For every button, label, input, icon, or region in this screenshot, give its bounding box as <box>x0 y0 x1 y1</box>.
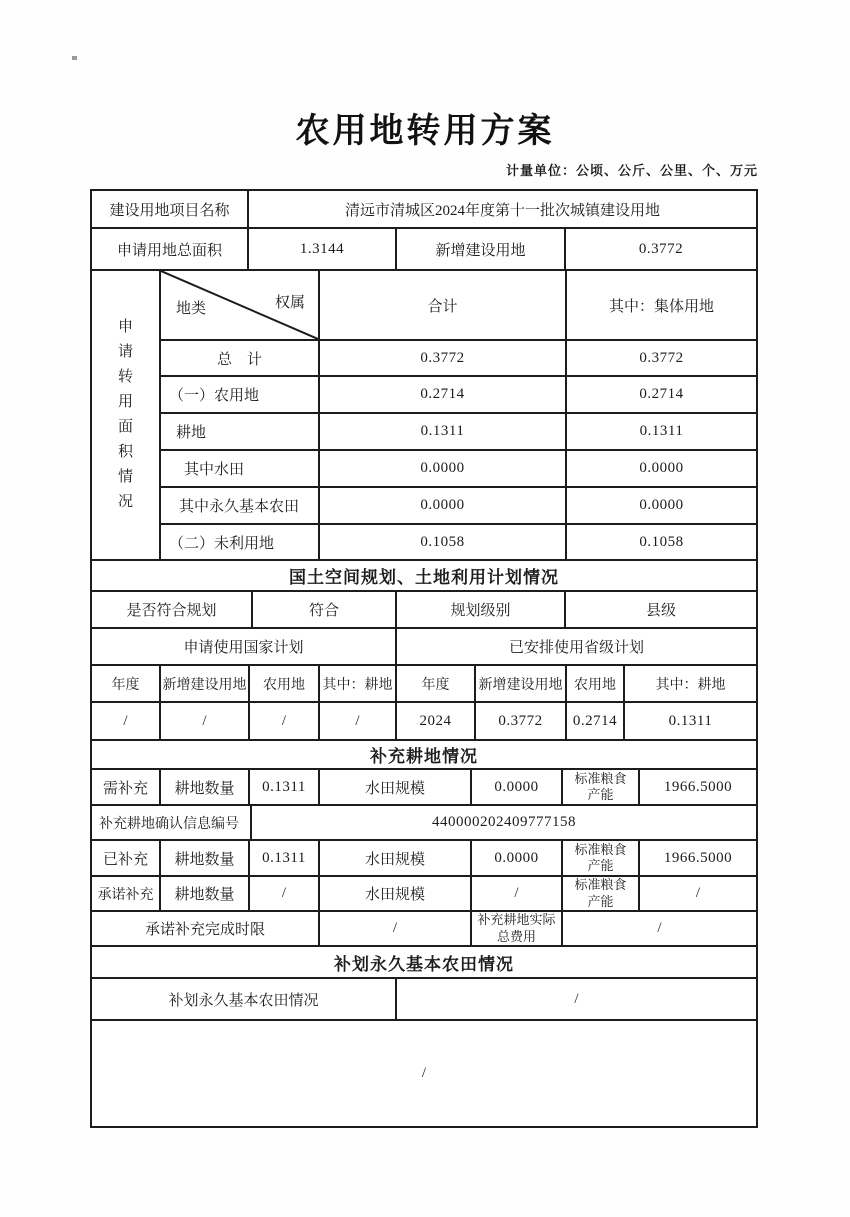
grain-label-line1: 标准粮食 <box>574 841 627 857</box>
qty-label: 耕地数量 <box>161 841 250 875</box>
supplement-promised-row <box>92 877 756 912</box>
diagonal-header-cell <box>161 271 320 339</box>
plan-type-header-row <box>92 629 756 666</box>
row-label: （二）未利用地 <box>161 525 320 559</box>
permanent-section-header-row <box>92 947 756 979</box>
confirm-number-label: 补充耕地确认信息编号 <box>92 806 252 839</box>
applied-area-row <box>92 229 756 271</box>
col-header-collective: 其中：集体用地 <box>608 298 714 315</box>
strip-char: 请 <box>117 344 133 360</box>
compliance-label: 是否符合规划 <box>92 592 253 627</box>
row-collective-value: 0.0000 <box>639 497 684 513</box>
cost-label-line1: 补充耕地实际 <box>477 912 556 928</box>
national-year: / <box>92 703 161 739</box>
completed-label: 已补充 <box>92 841 161 875</box>
row-total-value: 0.0000 <box>320 451 567 486</box>
strip-char: 用 <box>117 394 133 410</box>
remark-value: / <box>421 1065 427 1081</box>
supplement-section-title: 补充耕地情况 <box>370 747 478 766</box>
col-year: 年度 <box>397 666 476 701</box>
grain-label-line2: 产能 <box>587 893 614 909</box>
completed-paddy: 0.0000 <box>472 841 563 875</box>
promised-paddy: / <box>472 877 563 910</box>
required-qty: 0.1311 <box>250 770 320 804</box>
permanent-row-label: 补划永久基本农田情况 <box>92 979 397 1019</box>
compliance-value: 符合 <box>253 592 397 627</box>
strip-char: 情 <box>117 469 133 485</box>
row-total-value: 0.1311 <box>320 414 567 449</box>
planning-section-title: 国土空间规划、土地利用计划情况 <box>289 568 559 587</box>
new-construction-land-label: 新增建设用地 <box>397 229 566 269</box>
planning-section-header-row <box>92 561 756 592</box>
row-collective-value: 0.0000 <box>639 460 684 476</box>
transfer-area-subtable <box>161 271 756 559</box>
supplement-section-header-row <box>92 741 756 770</box>
strip-char: 况 <box>117 494 133 510</box>
row-label: 其中永久基本农田 <box>161 488 320 523</box>
required-paddy: 0.0000 <box>472 770 563 804</box>
row-total-value: 0.2714 <box>320 377 567 412</box>
required-grain: 1966.5000 <box>663 778 733 795</box>
col-agri: 农用地 <box>250 666 320 701</box>
planning-compliance-row <box>92 592 756 629</box>
row-label: 其中水田 <box>161 451 320 486</box>
deadline-label: 承诺补充完成时限 <box>92 912 320 945</box>
cost-label-line2: 总费用 <box>496 928 536 944</box>
applied-area-value: 1.3144 <box>249 229 397 269</box>
row-collective-value: 0.1058 <box>639 533 684 550</box>
transfer-header-row <box>161 271 756 341</box>
promised-grain: / <box>695 885 701 901</box>
national-agri: / <box>250 703 320 739</box>
provincial-plan-header: 已安排使用省级计划 <box>508 640 644 656</box>
col-cultivated: 其中：耕地 <box>655 677 726 693</box>
strip-char: 申 <box>117 319 133 335</box>
paddy-label: 水田规模 <box>320 841 472 875</box>
actual-cost-label <box>472 912 563 945</box>
grain-label-line2: 产能 <box>587 858 614 873</box>
remark-row <box>92 1021 756 1126</box>
national-cultivated: / <box>320 703 397 739</box>
permanent-row-value: / <box>574 990 579 1007</box>
provincial-agri: 0.2714 <box>567 703 625 739</box>
col-new-land: 新增建设用地 <box>161 666 250 701</box>
national-plan-header: 申请使用国家计划 <box>92 629 397 664</box>
project-name-label: 建设用地项目名称 <box>92 191 249 227</box>
supplement-confirm-row <box>92 806 756 841</box>
col-year: 年度 <box>92 666 161 701</box>
project-name-value: 清远市清城区2024年度第十一批次城镇建设用地 <box>344 202 660 219</box>
national-new-land: / <box>161 703 250 739</box>
transfer-row-unused <box>161 525 756 559</box>
strip-char: 转 <box>117 369 133 385</box>
grain-label-line1: 标准粮食 <box>574 877 627 893</box>
deadline-value: / <box>320 912 472 945</box>
supplement-completed-row <box>92 841 756 877</box>
plan-values-row <box>92 703 756 741</box>
completed-grain: 1966.5000 <box>663 849 733 866</box>
completed-qty: 0.1311 <box>250 841 320 875</box>
row-total-value: 0.3772 <box>320 341 567 375</box>
project-name-row <box>92 191 756 229</box>
row-label: 总 计 <box>161 341 320 375</box>
transfer-area-section <box>92 271 756 561</box>
plan-columns-header-row <box>92 666 756 703</box>
row-label: （一）农用地 <box>161 377 320 412</box>
row-collective-value: 0.3772 <box>639 349 684 366</box>
required-label: 需补充 <box>92 770 161 804</box>
row-total-value: 0.0000 <box>320 488 567 523</box>
provincial-year: 2024 <box>397 703 476 739</box>
grain-capacity-label <box>563 877 640 910</box>
supplement-required-row <box>92 770 756 806</box>
transfer-row-cultivated <box>161 414 756 451</box>
transfer-area-vertical-label <box>92 271 161 559</box>
new-construction-land-value: 0.3772 <box>638 240 684 257</box>
col-agri: 农用地 <box>567 666 625 701</box>
promised-label: 承诺补充 <box>92 877 161 910</box>
row-collective-value: 0.1311 <box>639 423 684 439</box>
form-table <box>90 189 758 1128</box>
grain-capacity-label <box>563 770 640 804</box>
scan-speck <box>72 56 77 60</box>
plan-level-label: 规划级别 <box>397 592 566 627</box>
promised-qty: / <box>250 877 320 910</box>
measurement-units-note: 计量单位：公顷、公斤、公里、个、万元 <box>505 163 758 178</box>
qty-label: 耕地数量 <box>161 877 250 910</box>
transfer-row-paddy <box>161 451 756 488</box>
grain-capacity-label <box>563 841 640 875</box>
row-label: 耕地 <box>161 414 320 449</box>
row-total-value: 0.1058 <box>320 525 567 559</box>
grain-label-line1: 标准粮食 <box>574 770 627 786</box>
strip-char: 面 <box>117 419 133 435</box>
diag-label-landtype: 地类 <box>176 301 207 317</box>
transfer-row-total <box>161 341 756 377</box>
strip-char: 积 <box>117 444 133 460</box>
actual-cost-value: / <box>657 920 662 936</box>
col-header-total: 合计 <box>320 271 567 339</box>
supplement-deadline-row <box>92 912 756 947</box>
diag-label-ownership: 权属 <box>274 295 305 311</box>
permanent-detail-row <box>92 979 756 1021</box>
plan-level-value: 县级 <box>645 603 676 619</box>
page-title: 农用地转用方案 <box>295 112 555 150</box>
provincial-cultivated: 0.1311 <box>668 712 713 729</box>
transfer-row-permanent-farmland <box>161 488 756 525</box>
paddy-label: 水田规模 <box>320 770 472 804</box>
applied-area-label: 申请用地总面积 <box>92 229 249 269</box>
col-new-land: 新增建设用地 <box>476 666 567 701</box>
grain-label-line2: 产能 <box>587 787 614 802</box>
transfer-row-agricultural <box>161 377 756 414</box>
provincial-new-land: 0.3772 <box>476 703 567 739</box>
row-collective-value: 0.2714 <box>639 386 684 402</box>
permanent-section-title: 补划永久基本农田情况 <box>334 954 514 974</box>
col-cultivated: 其中：耕地 <box>320 666 397 701</box>
qty-label: 耕地数量 <box>161 770 250 804</box>
confirm-number-value: 440000202409777158 <box>432 814 576 830</box>
paddy-label: 水田规模 <box>320 877 472 910</box>
